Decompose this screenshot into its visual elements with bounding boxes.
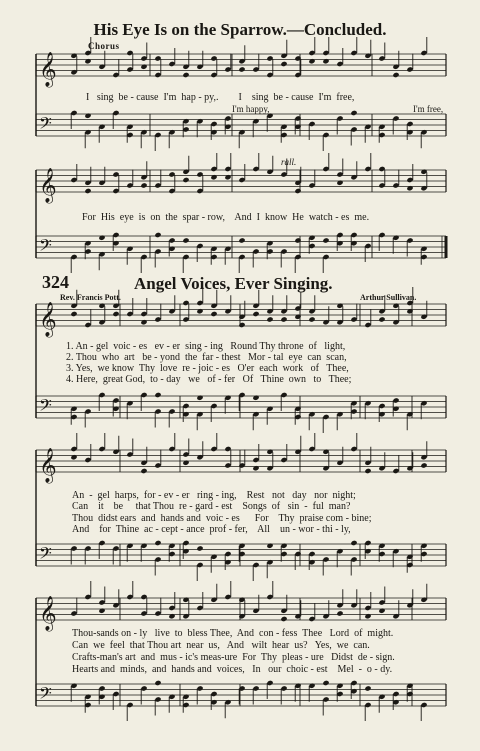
verse-line: Crafts-man's art and mus - ic's meas-ure For Thy pleas - ure Didst de - sign. (72, 652, 395, 663)
treble-clef-icon: 𝄞 (39, 52, 57, 87)
treble-clef-icon: 𝄞 (39, 302, 57, 337)
bass-clef-icon: 𝄢 (39, 235, 52, 259)
verse-line: An - gel harps, for - ev - er ring - ing, Rest not day nor night; (72, 490, 356, 501)
verse-line: And for Thine ac - cept - ance prof - fer, All un - wor - thi - ly, (72, 524, 351, 535)
bass-clef-icon: 𝄢 (39, 543, 52, 567)
verse-line: 1. An - gel voic - es ev - er sing - ing Round Thy throne of light, (66, 341, 346, 352)
verse-line: Can it be that Thou re - gard - est Songs of sin - ful man? (72, 501, 351, 512)
bass-clef-icon: 𝄢 (39, 683, 52, 707)
bass-clef-icon: 𝄢 (39, 395, 52, 419)
bass-clef-icon: 𝄢 (39, 113, 52, 137)
hymn-title: Angel Voices, Ever Singing. (134, 274, 333, 293)
treble-clef-icon: 𝄞 (39, 168, 57, 203)
lyric-echo: I'm free, (413, 104, 444, 114)
verse-line: Hearts and minds, and hands and voices, In our choic - est Mel - o - dy. (72, 664, 393, 675)
treble-clef-icon: 𝄞 (39, 596, 57, 631)
treble-clef-icon: 𝄞 (39, 448, 57, 483)
hymn-title-continued: His Eye Is on the Sparrow.—Concluded. (93, 20, 387, 39)
verse-line: Thou didst ears and hands and voic - es For Thy praise com - bine; (72, 513, 372, 524)
hymn-author: Rev. Francis Pott. (60, 293, 121, 302)
lyric-line: For His eye is on the spar - row, And I know He watch - es me. (82, 212, 370, 223)
lyric-echo: I'm happy, (232, 104, 270, 114)
chorus-label: Chorus (88, 41, 120, 51)
lyric-line: I sing be - cause I'm hap - py,. I sing be - cause I'm free, (86, 92, 355, 103)
verse-line: Can we feel that Thou art near us, And wilt hear us? Yes, we can. (72, 640, 370, 651)
verse-line: 3. Yes, we know Thy love re - joic - es O'er each work of Thee, (66, 363, 349, 374)
hymn-number: 324 (42, 272, 69, 292)
rall-marking: rall. (281, 157, 297, 167)
hymn-composer: Arthur Sullivan. (360, 293, 417, 302)
verse-line: 2. Thou who art be - yond the far - thest Mor - tal eye can scan, (66, 352, 347, 363)
verse-line: 4. Here, great God, to - day we of - fer Of Thine own to Thee; (66, 374, 352, 385)
verse-line: Thou-sands on - ly live to bless Thee, And con - fess Thee Lord of might. (72, 628, 394, 639)
